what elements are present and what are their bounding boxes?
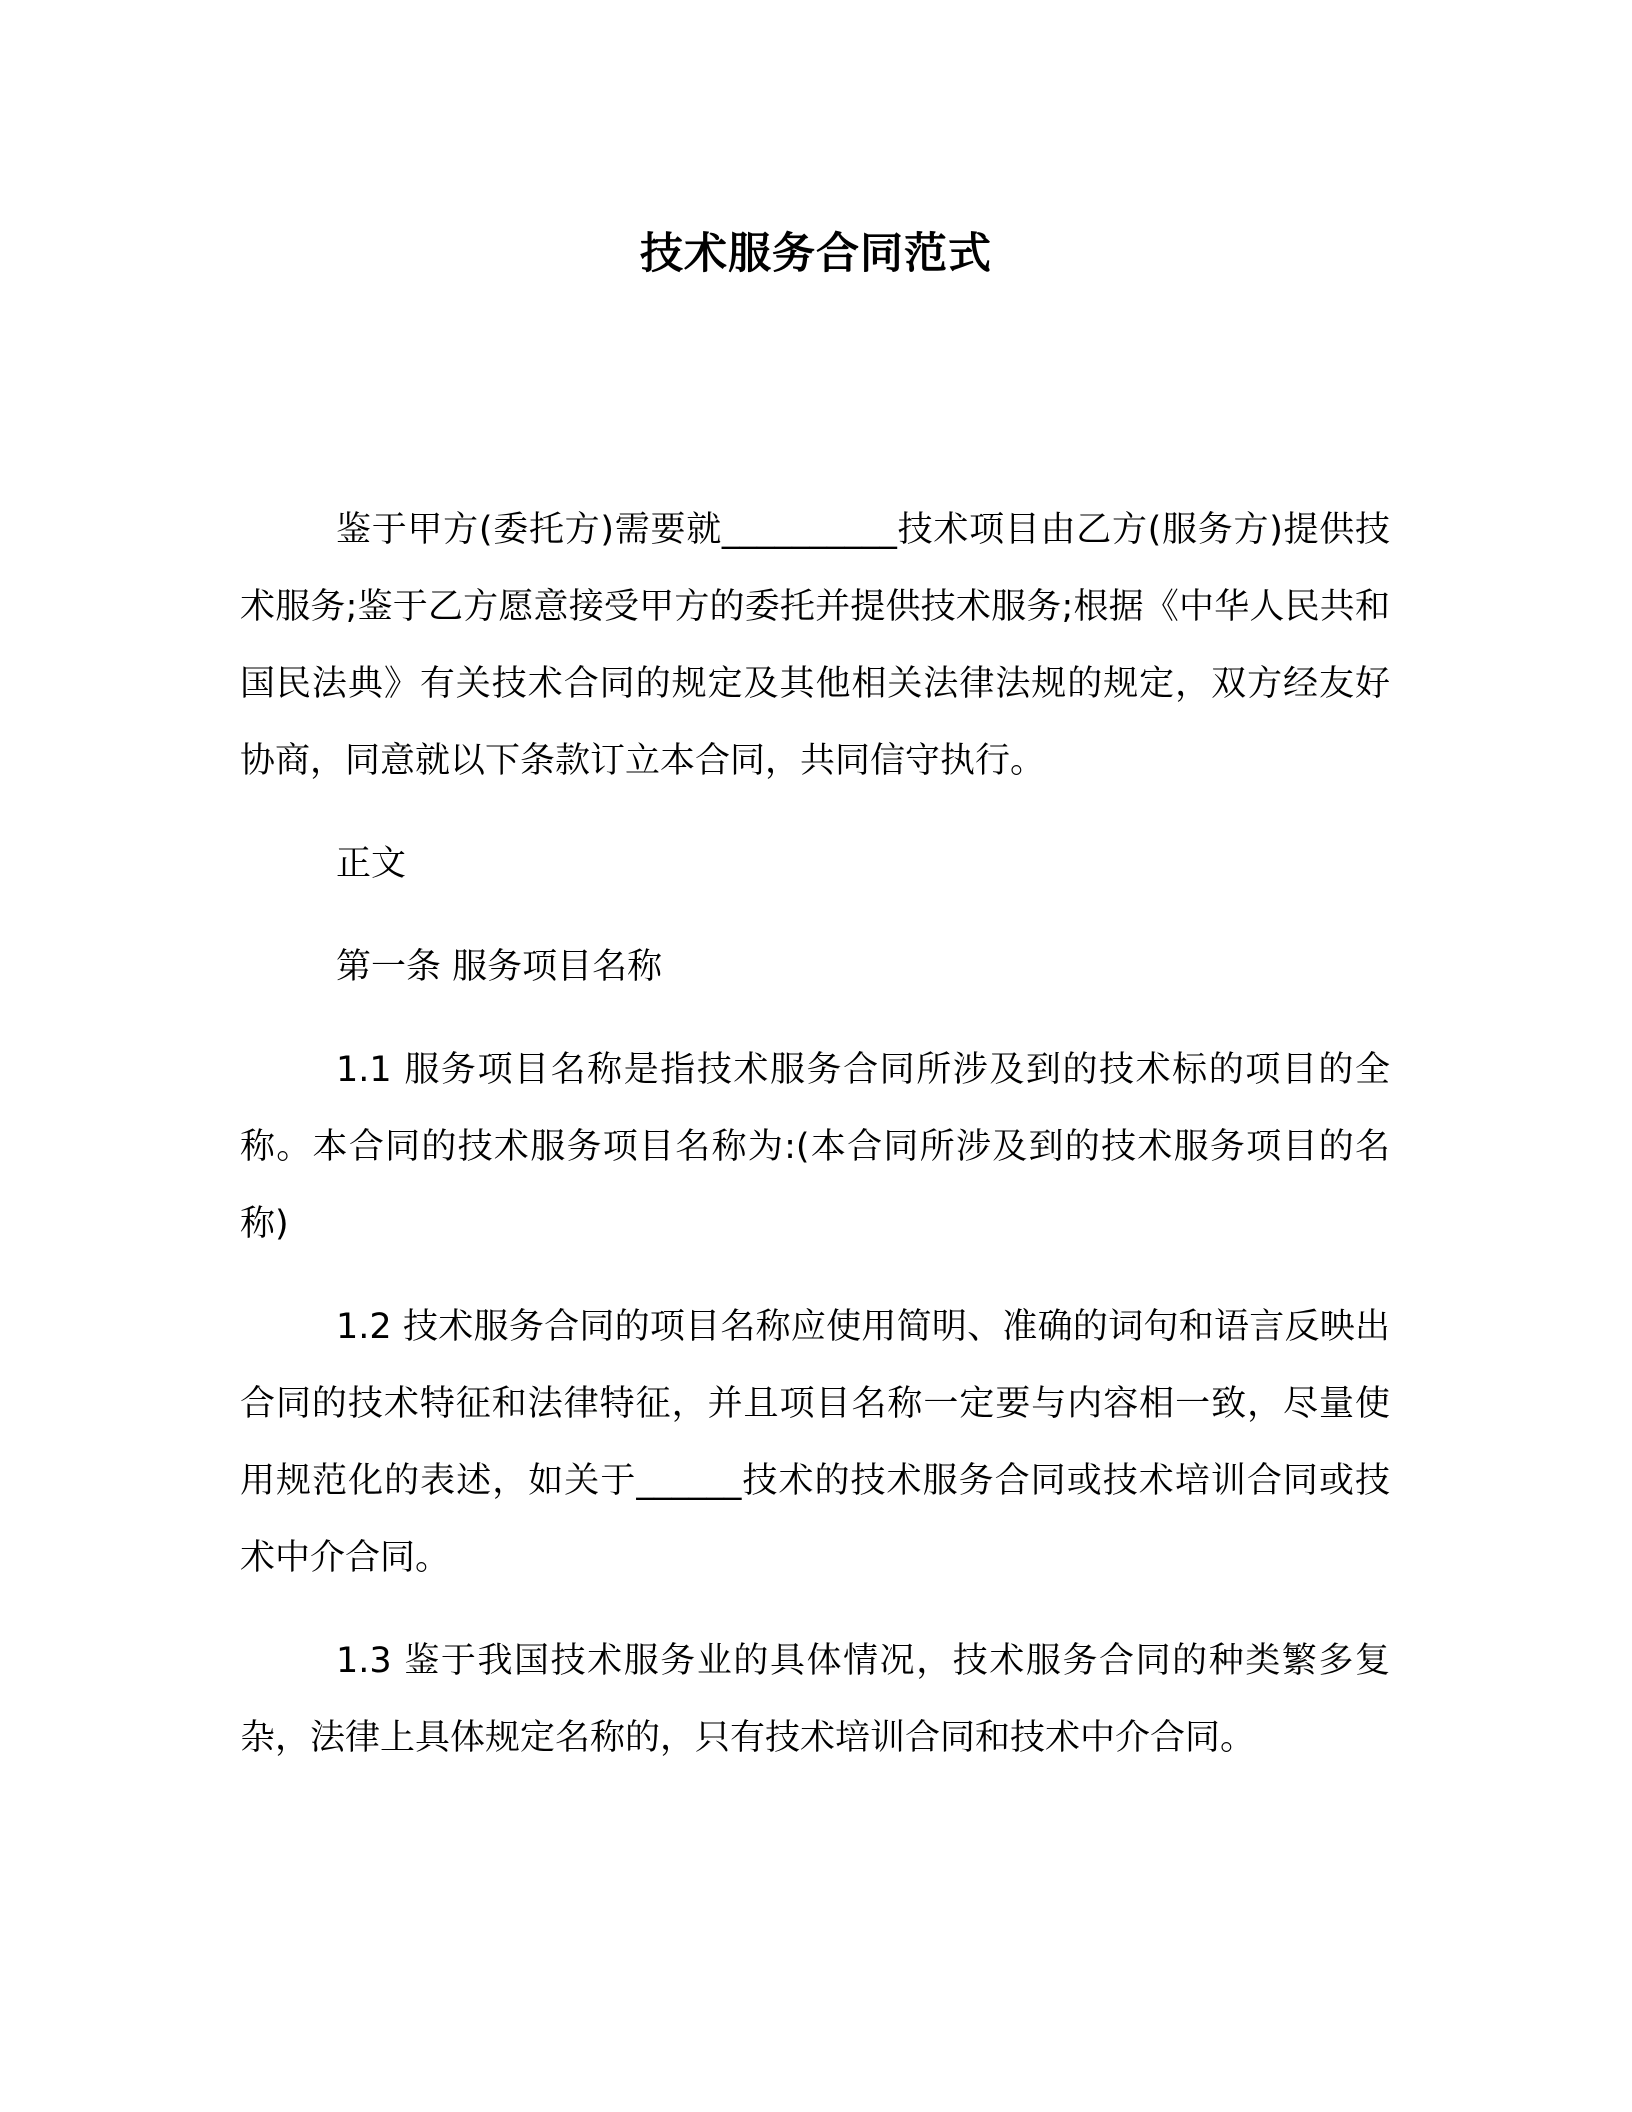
clause-1-2: 1.2 技术服务合同的项目名称应使用简明、准确的词句和语言反映出合同的技术特征和法律特征，并且项目名称一定要与内容相一致，尽量使用规范化的表述，如关于______技术的技术服务合同或技术培训合同或技术中介合同。 <box>240 1307 1390 1578</box>
section-heading-main-text: 正文 <box>336 844 407 884</box>
article-heading-1: 第一条 服务项目名称 <box>336 947 663 987</box>
clause-1-3: 1.3 鉴于我国技术服务业的具体情况，技术服务合同的种类繁多复杂，法律上具体规定名称的，只有技术培训合同和技术中介合同。 <box>240 1641 1390 1758</box>
document-body <box>240 492 1390 1803</box>
preamble-paragraph: 鉴于甲方(委托方)需要就__________技术项目由乙方(服务方)提供技术服务;鉴于乙方愿意接受甲方的委托并提供技术服务;根据《中华人民共和国民法典》有关技术合同的规定及其他相关法律法规的规定，双方经友好协商，同意就以下条款订立本合同，共同信守执行。 <box>240 510 1390 781</box>
clause-1-1: 1.1 服务项目名称是指技术服务合同所涉及到的技术标的项目的全称。本合同的技术服务项目名称为:(本合同所涉及到的技术服务项目的名称) <box>240 1050 1390 1244</box>
document-title: 技术服务合同范式 <box>640 229 992 279</box>
